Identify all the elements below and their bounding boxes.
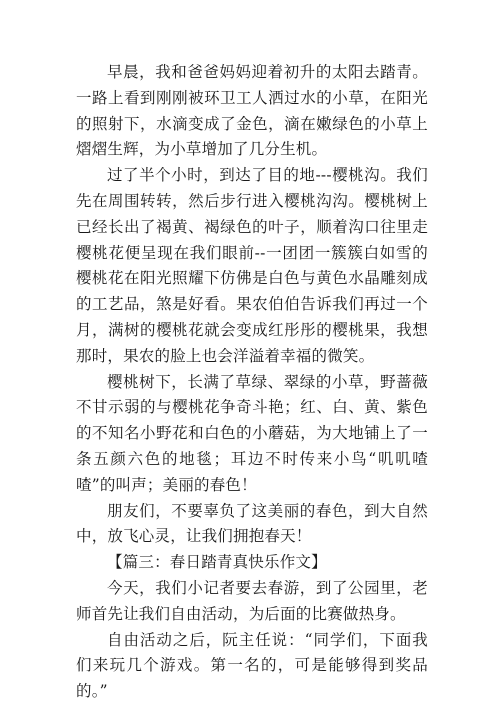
section-heading: 【篇三：春日踏青真快乐作文】 [107, 553, 327, 572]
paragraph-spring-outing: 今天，我们小记者要去春游，到了公园里，老师首先让我们自由活动，为后面的比赛做热身。 [76, 578, 428, 623]
paragraph-morning: 早晨，我和爸爸妈妈迎着初升的太阳去踏青。一路上看到刚刚被环卫工人洒过水的小草，在阳光的照射下，水滴变成了金色，滴在嫩绿色的小草上熠熠生辉，为小草增加了几分生机。 [76, 63, 428, 159]
paragraph-games: 自由活动之后，阮主任说：“同学们，下面我们来玩几个游戏。第一名的，可是能够得到奖品的。” [76, 630, 428, 701]
paragraph-cherry-valley: 过了半个小时，到达了目的地---樱桃沟。我们先在周围转转，然后步行进入樱桃沟沟。樱桃树上已经长出了褐黄、褐绿色的叶子，顺着沟口往里走樱桃花便呈现在我们眼前--一团团一簇簇白如雪的樱桃花在阳光照耀下仿佛是白色与黄色水晶雕刻成的工艺品，煞是好看。果农伯伯告诉我们再过一个月，满树的樱桃花就会变成红彤彤的樱桃果，我想那时，果农的脸上也会洋溢着幸福的微笑。 [76, 166, 428, 365]
essay-body [76, 60, 428, 705]
paragraph-friends: 朋友们，不要辜负了这美丽的春色，到大自然中，放飞心灵，让我们拥抱春天！ [76, 501, 428, 546]
paragraph-under-trees: 樱桃树下，长满了草绿、翠绿的小草，野蔷薇不甘示弱的与樱桃花争奇斗艳；红、白、黄、紫色的不知名小野花和白色的小蘑菇，为大地铺上了一条五颜六色的地毯；耳边不时传来小鸟“叽叽喳喳”的叫声；美丽的春色！ [76, 372, 428, 494]
